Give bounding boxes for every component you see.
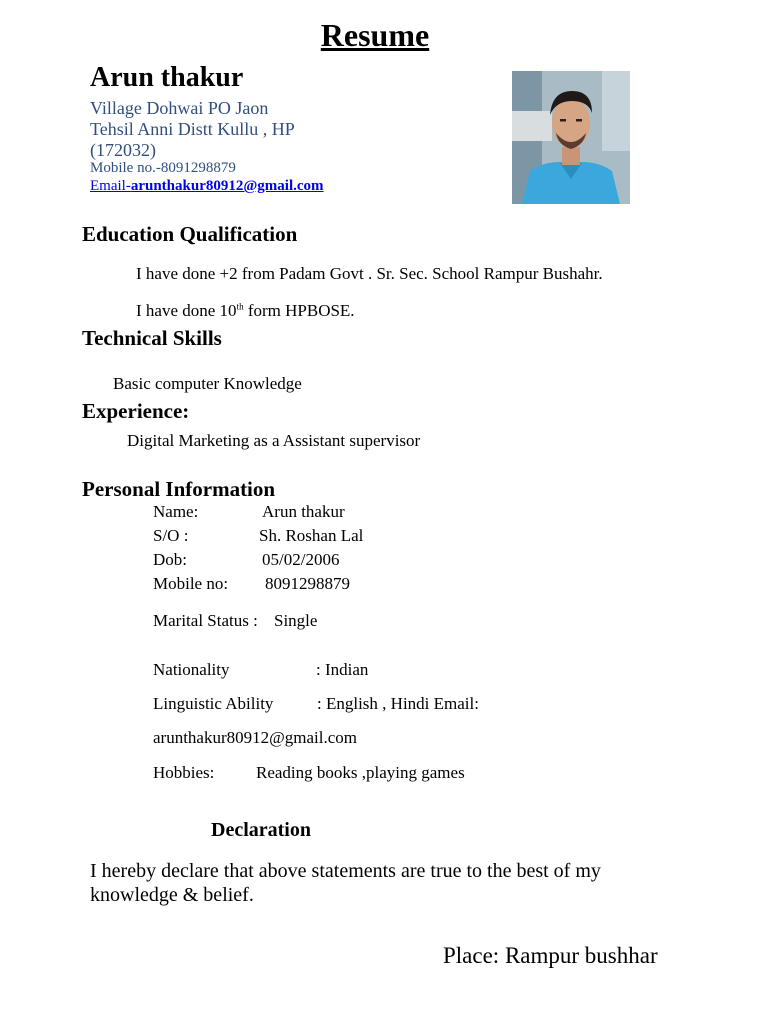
email-link[interactable]: arunthakur80912@gmail.com <box>130 178 324 194</box>
name-value: Arun thakur <box>262 502 345 521</box>
address-line-2: Tehsil Anni Distt Kullu , HP <box>90 119 295 139</box>
declaration-heading: Declaration <box>211 819 311 841</box>
declaration-line-1: I hereby declare that above statements are true to the best of my <box>90 860 601 882</box>
education-item-2-suffix: form HPBOSE. <box>243 301 355 320</box>
so-value: Sh. Roshan Lal <box>259 526 364 545</box>
skills-heading: Technical Skills <box>82 326 222 350</box>
dob-value: 05/02/2006 <box>262 550 340 569</box>
linguistic-value: : English , Hindi Email: <box>317 694 479 713</box>
applicant-name: Arun thakur <box>90 62 244 93</box>
address-pincode: (172032) <box>90 140 156 160</box>
nationality-label: Nationality <box>153 660 230 679</box>
hobbies-value: Reading books ,playing games <box>256 763 465 782</box>
skills-item: Basic computer Knowledge <box>113 374 302 393</box>
page-title: Resume <box>320 17 430 53</box>
education-item-1: I have done +2 from Padam Govt . Sr. Sec. School Rampur Bushahr. <box>136 264 603 283</box>
mobile-label: Mobile no: <box>153 574 229 593</box>
email-label: Email- <box>90 178 131 194</box>
experience-heading: Experience: <box>82 399 190 423</box>
so-label: S/O : <box>153 526 189 545</box>
name-label: Name: <box>153 502 199 521</box>
personal-email: arunthakur80912@gmail.com <box>153 728 358 747</box>
header-email <box>90 178 324 195</box>
place: Place: Rampur bushhar <box>443 943 658 968</box>
mobile-value: 8091298879 <box>265 574 350 593</box>
header-mobile: Mobile no.-8091298879 <box>90 160 236 176</box>
address-line-1: Village Dohwai PO Jaon <box>90 98 269 118</box>
marital-value: Single <box>274 611 318 630</box>
education-item-2 <box>136 301 355 321</box>
personal-info-heading: Personal Information <box>82 477 276 501</box>
profile-photo <box>512 71 630 204</box>
marital-label: Marital Status : <box>153 611 258 630</box>
hobbies-label: Hobbies: <box>153 763 215 782</box>
nationality-value: : Indian <box>316 660 369 679</box>
education-item-2-text: I have done 10 <box>136 301 237 320</box>
linguistic-label: Linguistic Ability <box>153 694 274 713</box>
superscript-th: th <box>236 301 244 312</box>
declaration-line-2: knowledge & belief. <box>90 884 254 906</box>
experience-item: Digital Marketing as a Assistant supervisor <box>127 431 421 450</box>
education-heading: Education Qualification <box>82 222 298 246</box>
dob-label: Dob: <box>153 550 187 569</box>
